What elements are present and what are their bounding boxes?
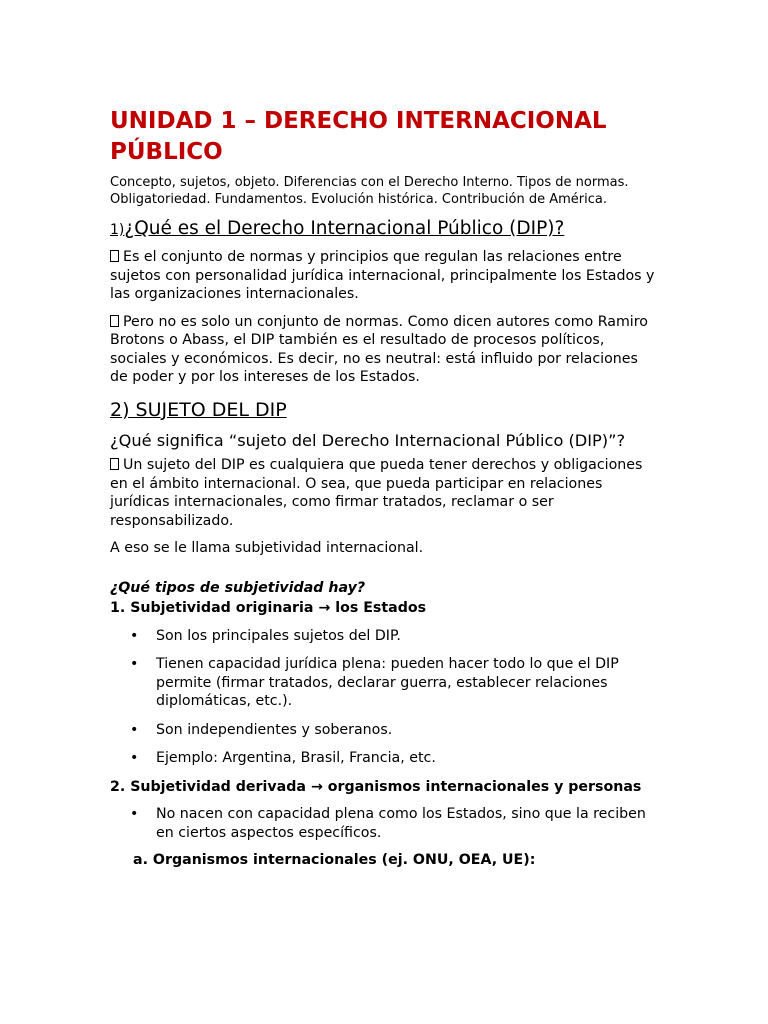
bullet-icon: •	[130, 750, 139, 766]
document-title: UNIDAD 1 – DERECHO INTERNACIONAL PÚBLICO	[110, 108, 607, 165]
section2-subheading: ¿Qué significa “sujeto del Derecho Internacional Público (DIP)”?	[110, 430, 626, 450]
section1-number: 1)	[110, 222, 125, 238]
section1-paragraph: Es el conjunto de normas y principios que regulan las relaciones entre sujetos con personalidad jurídica internacional, principalmente los Estados y las organizaciones internacionales.	[110, 249, 655, 302]
bullet-icon: •	[130, 806, 139, 822]
missing-glyph-icon	[110, 458, 119, 470]
intro-summary: Concepto, sujetos, objeto. Diferencias con el Derecho Interno. Tipos de normas. Obligatoriedad. Fundamentos. Evolución histórica. Contribución de América.	[110, 175, 629, 207]
type2-heading: 2. Subjetividad derivada → organismos internacionales y personas	[110, 778, 642, 795]
section1-paragraph: Pero no es solo un conjunto de normas. Como dicen autores como Ramiro Brotons o Abass, el DIP también es el resultado de procesos políticos, sociales y económicos. Es decir, no es neutral: está influido por relaciones de poder y por los intereses de los Estados.	[110, 313, 648, 385]
missing-glyph-icon	[110, 250, 119, 262]
bullet-icon: •	[130, 656, 139, 672]
subject-definition: Un sujeto del DIP es cualquiera que pueda tener derechos y obligaciones en el ámbito internacional. O sea, que pueda participar en relaciones jurídicas internacionales, como firmar tratados, reclamar o ser responsabilizado.	[110, 457, 643, 529]
section2-heading: 2) SUJETO DEL DIP	[110, 398, 287, 421]
types-question: ¿Qué tipos de subjetividad hay?	[110, 579, 366, 596]
bullet-icon: •	[130, 627, 139, 644]
list-item: • Tienen capacidad jurídica plena: pueden hacer todo lo que el DIP permite (firmar tratados, declarar guerra, establecer relaciones diplomáticas, etc.).	[130, 656, 619, 709]
list-item: • Ejemplo: Argentina, Brasil, Francia, etc.	[130, 750, 436, 766]
type1-list	[110, 627, 655, 768]
subjectivity-note: A eso se le llama subjetividad internacional.	[110, 540, 424, 556]
list-item: • Son independientes y soberanos.	[130, 721, 393, 738]
section1-heading-text: ¿Qué es el Derecho Internacional Público (DIP)?	[124, 218, 565, 239]
type2-list	[110, 805, 655, 842]
missing-glyph-icon	[110, 315, 119, 327]
document-page	[110, 106, 655, 870]
type1-heading: 1. Subjetividad originaria → los Estados	[110, 600, 427, 616]
type2-sub-a-heading: a. Organismos internacionales (ej. ONU, OEA, UE):	[133, 852, 536, 868]
section1-heading	[110, 217, 655, 242]
list-item: • No nacen con capacidad plena como los Estados, sino que la reciben en ciertos aspectos específicos.	[130, 806, 646, 841]
bullet-icon: •	[130, 721, 139, 738]
list-item: • Son los principales sujetos del DIP.	[130, 627, 401, 644]
